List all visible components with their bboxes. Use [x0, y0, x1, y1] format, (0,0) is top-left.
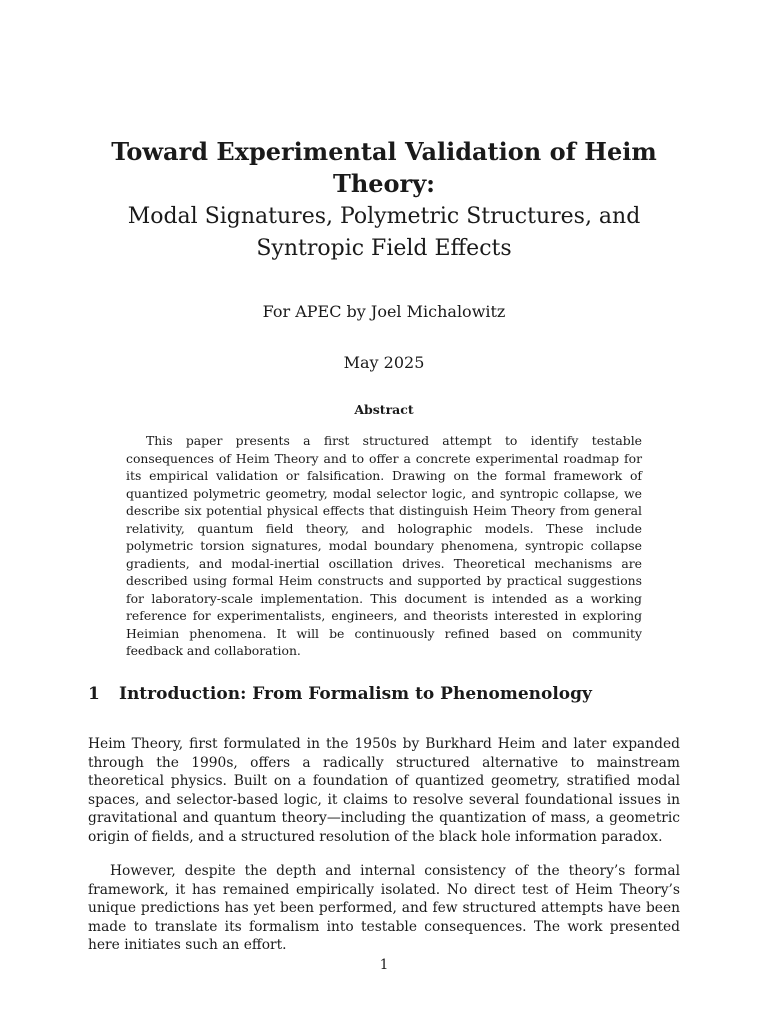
author-line: For APEC by Joel Michalowitz — [262, 302, 506, 321]
page-number: 1 — [379, 957, 389, 973]
abstract-text: This paper presents a first structured attempt to identify testable consequences of Heim Theory and to offer a concrete experimental roadmap for its empirical validation or falsification. Drawing on the formal framework of quantized polymetric geometry, modal selector logic, and syntropic collapse, we describe six potential physical effects that distinguish Heim Theory from general relativity, quantum field theory, and holographic models. These include polymetric torsion signatures, modal boundary phenomena, syntropic collapse gradients, and modal-inertial oscillation drives. Theoretical mechanisms are described using formal Heim constructs and supported by practical suggestions for laboratory-scale implementation. This document is intended as a working reference for experimentalists, engineers, and theorists interested in exploring Heimian phenomena. It will be continuously refined based on community feedback and collaboration. — [126, 433, 642, 658]
abstract-heading: Abstract — [354, 402, 414, 417]
paper-subtitle: Modal Signatures, Polymetric Structures, and Syntropic Field Effects — [127, 204, 641, 261]
section-number: 1 — [88, 684, 100, 704]
publication-date: May 2025 — [343, 353, 425, 372]
body-paragraph: However, despite the depth and internal consistency of the theory’s formal framework, it has remained empirically isolated. No direct test of Heim Theory’s unique predictions has yet been performed, and few structured attempts have been made to translate its formalism into testable consequences. The work presented here initiates such an effort. — [88, 863, 680, 953]
section-title: Introduction: From Formalism to Phenomenology — [119, 684, 592, 704]
section-heading — [88, 682, 688, 706]
paper-title: Toward Experimental Validation of Heim Theory: — [111, 137, 657, 198]
body-paragraph: Heim Theory, first formulated in the 1950s by Burkhard Heim and later expanded through the 1990s, offers a radically structured alternative to mainstream theoretical physics. Built on a foundation of quantized geometry, stratified modal spaces, and selector-based logic, it claims to resolve several foundational issues in gravitational and quantum theory—including the quantization of mass, a geometric origin of fields, and a structured resolution of the black hole information paradox. — [88, 736, 680, 845]
